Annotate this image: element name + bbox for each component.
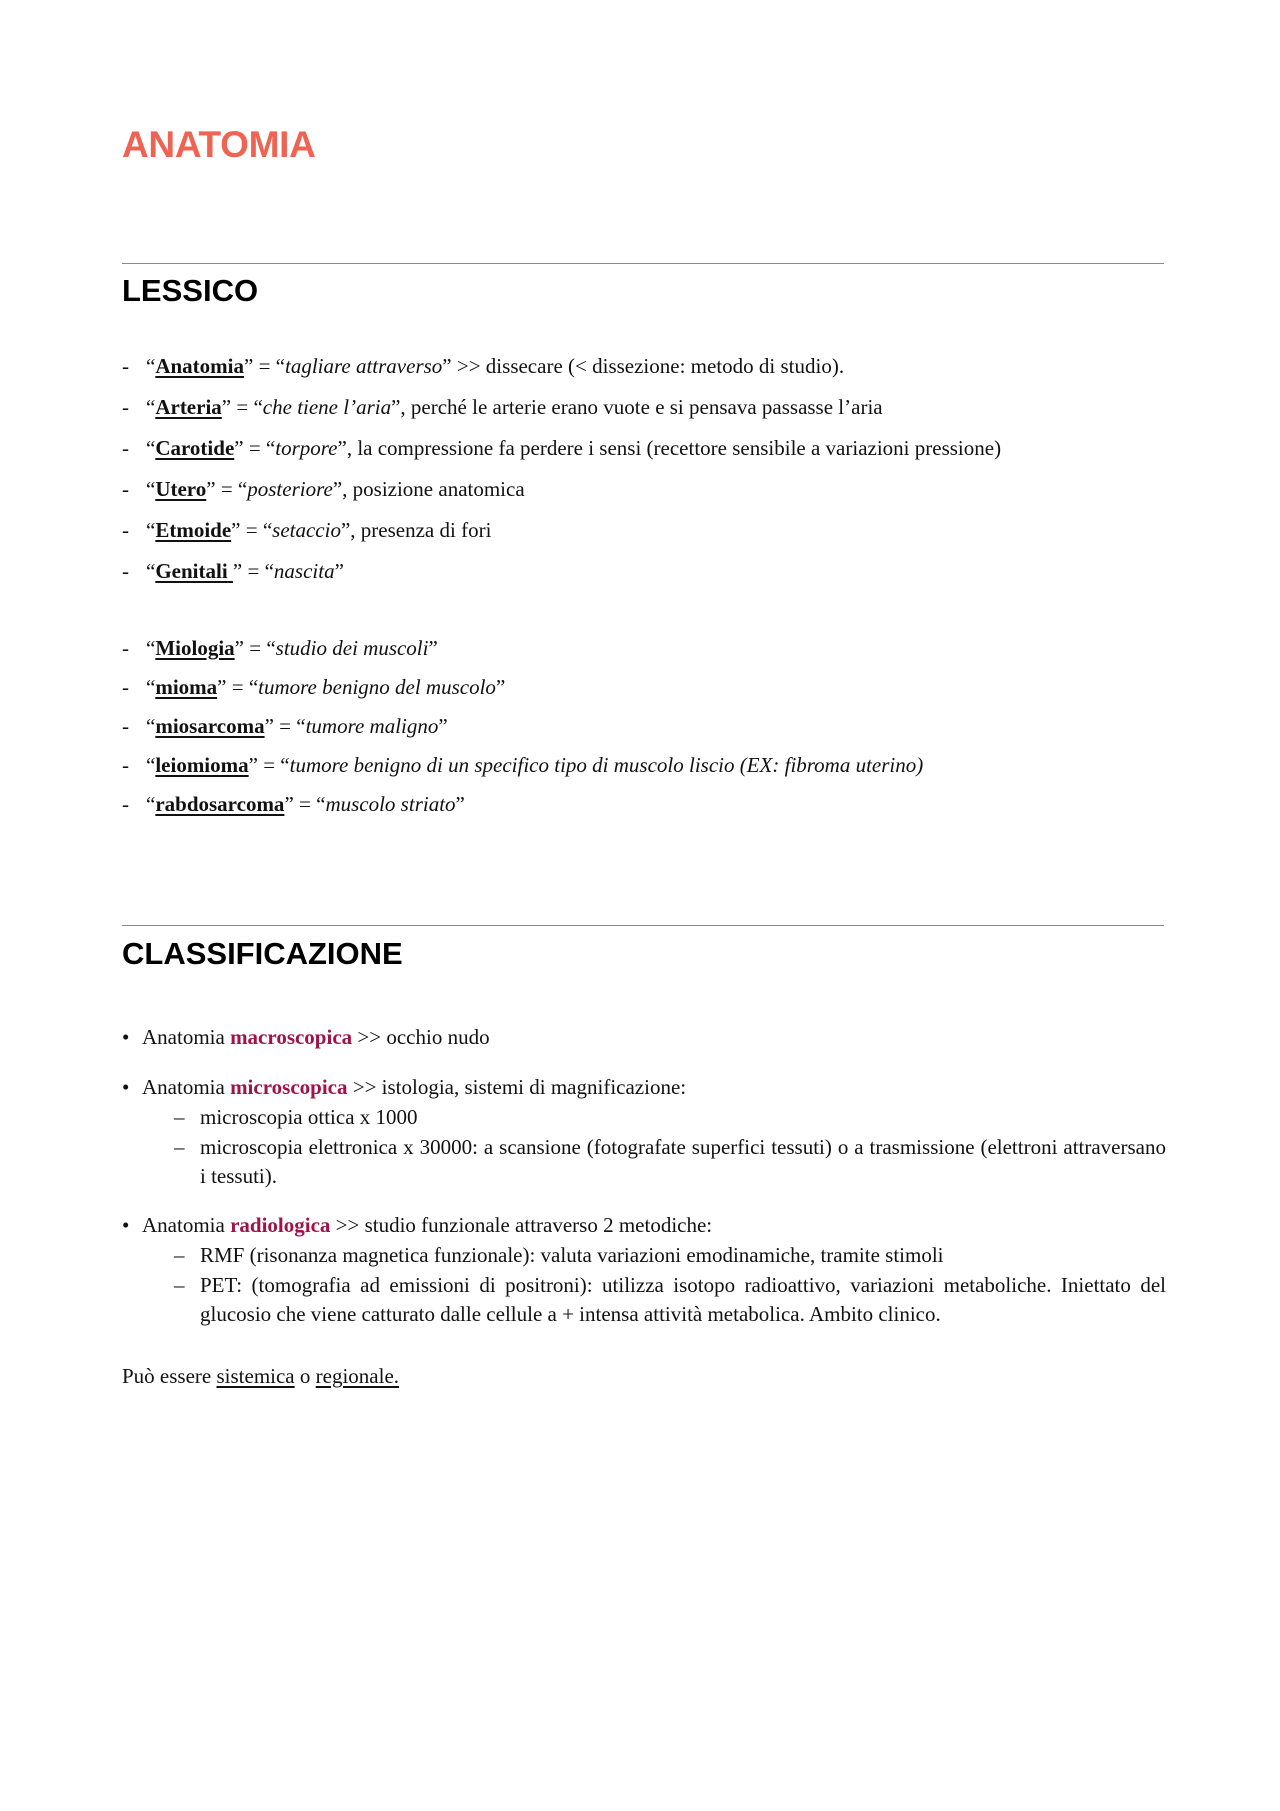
dash-marker: – (174, 1135, 185, 1159)
lessico-term: mioma (155, 675, 218, 699)
bullet-dot-icon: • (122, 1025, 130, 1049)
lessico-note: >> dissecare (< dissezione: metodo di studio). (451, 354, 845, 378)
lessico-term: miosarcoma (155, 714, 265, 738)
bullet-dot-icon: • (122, 1213, 130, 1237)
section-heading-classificazione: CLASSIFICAZIONE (122, 936, 403, 971)
lessico-term: Carotide (155, 436, 235, 460)
lessico-note: , posizione anatomica (342, 477, 525, 501)
lessico-meaning: che tiene l’aria (262, 395, 392, 419)
dash-marker: – (174, 1273, 185, 1297)
lessico-term: Anatomia (155, 354, 244, 378)
bullet-dot-icon: • (122, 1075, 130, 1099)
lessico-meaning: tumore benigno di un specifico tipo di muscolo liscio (EX: fibroma uterino) (289, 753, 924, 777)
lessico-note: , la compressione fa perdere i sensi (recettore sensibile a variazioni pressione) (346, 436, 1002, 460)
dash-marker: - (122, 477, 129, 501)
dash-marker: - (122, 436, 129, 460)
underlined-term: sistemica (216, 1364, 295, 1388)
lessico-term: Genitali (155, 559, 228, 583)
dash-marker: - (122, 792, 129, 816)
dash-marker: – (174, 1105, 185, 1129)
dash-marker: - (122, 559, 129, 583)
lessico-term: leiomioma (155, 753, 249, 777)
dash-marker: - (122, 518, 129, 542)
classification-footer: Può essere sistemica o regionale. (122, 1364, 400, 1388)
section-heading-lessico: LESSICO (122, 273, 259, 308)
highlight-term: macroscopica (230, 1025, 353, 1049)
lessico-term: Miologia (155, 636, 235, 660)
section-divider-lessico (122, 263, 1164, 264)
dash-marker: - (122, 354, 129, 378)
dash-marker: – (174, 1243, 185, 1267)
lessico-meaning: posteriore (247, 477, 333, 501)
lessico-meaning: torpore (275, 436, 338, 460)
dash-marker: - (122, 675, 129, 699)
underlined-term: regionale. (315, 1364, 400, 1388)
lessico-meaning: muscolo striato (325, 792, 456, 816)
lessico-term: Utero (155, 477, 207, 501)
lessico-meaning: setaccio (272, 518, 341, 542)
section-divider-classificazione (122, 925, 1164, 926)
page-title: ANATOMIA (122, 124, 316, 165)
dash-marker: - (122, 753, 129, 777)
lessico-meaning: tumore maligno (305, 714, 439, 738)
lessico-meaning: tagliare attraverso (285, 354, 443, 378)
lessico-note: , presenza di fori (350, 518, 492, 542)
lessico-meaning: nascita (273, 559, 335, 583)
dash-marker: - (122, 714, 129, 738)
lessico-note: , perché le arterie erano vuote e si pensava passasse l’aria (400, 395, 883, 419)
dash-marker: - (122, 636, 129, 660)
highlight-term: radiologica (230, 1213, 331, 1237)
lessico-meaning: tumore benigno del muscolo (258, 675, 496, 699)
dash-marker: - (122, 395, 129, 419)
lessico-term: rabdosarcoma (155, 792, 285, 816)
lessico-term: Arteria (155, 395, 222, 419)
highlight-term: microscopica (230, 1075, 348, 1099)
document-page: ANATOMIA LESSICO - “Anatomia” = “tagliare attraverso” >> dissecare (< dissezione: metodo di studio). - “Arteria” = “che tiene l’aria”, perché le arterie erano vuote e si pensava passasse l’aria - “Carotide” = “torpore”, la compressione fa perdere i sensi (recettore sensibile a variazioni pressione) - “Utero” = “posteriore”, posizione anatomica - “Etmoide” = “setaccio”, presenza di fori - “Genitali ” = “nascita” - “Miologia” = “studio dei muscoli” - “mioma” = “tumore benigno del muscolo” - “miosarcoma” = “tumore maligno” - “leiomioma” = “tumore benigno di un specifico tipo di muscolo liscio (EX: fibroma uterino) - “rabdosarcoma” = “muscolo striato” CLASSIFICAZIONE • Anatomia macroscopica >> occhio nudo • Anatomia microscopica >> istologia, sistemi di magnificazione: – microscopia ottica x 1000 – microscopia elettronica x 30000: a scansione (fotografate superfici tessuti) o a trasmissione (elettroni attraversano i tessuti). • Anatomia radiologica >> studio funzionale attraverso 2 metodiche: – RMF (risonanza magnetica funzionale): valuta variazioni emodinamiche, tramite stimoli – PET: (tomografia ad emissioni di positroni): utilizza isotopo radioattivo, variazioni metaboliche. Iniettato del glucosio che viene catturato dalle cellule a + intensa attività metabolica. Ambito clinico. Può essere sistemica o regionale. (122, 124, 1166, 1388)
lessico-meaning: studio dei muscoli (275, 636, 429, 660)
lessico-term: Etmoide (155, 518, 232, 542)
